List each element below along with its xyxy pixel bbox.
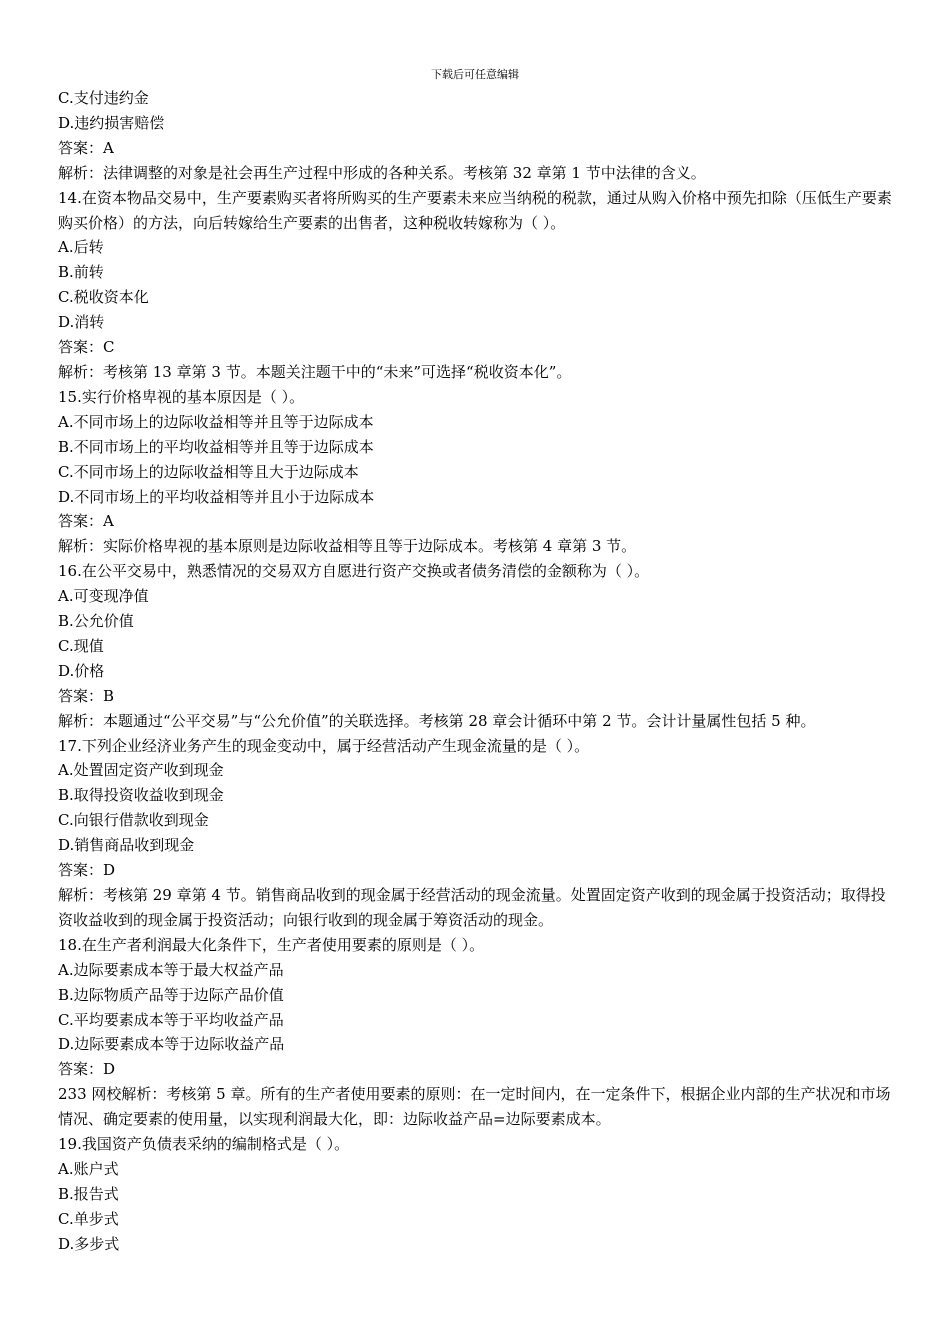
text-line: B.前转 xyxy=(58,263,104,282)
text-line: B.边际物质产品等于边际产品价值 xyxy=(58,985,284,1004)
text-line: C.单步式 xyxy=(58,1209,119,1228)
text-line: 解析：考核第 29 章第 4 节。销售商品收到的现金属于经营活动的现金流量。处置固定资产收到的现金属于投资活动；取得投资收益收到的现金属于投资活动；向银行收到的现金属于筹资活动的现金。 xyxy=(58,886,886,929)
text-line: A.边际要素成本等于最大权益产品 xyxy=(58,960,284,979)
text-line: A.后转 xyxy=(58,238,104,257)
text-line: B.公允价值 xyxy=(58,612,134,631)
text-line: D.不同市场上的平均收益相等并且小于边际成本 xyxy=(58,487,375,506)
text-line: 答案：A xyxy=(58,512,114,531)
text-line: C.不同市场上的边际收益相等且大于边际成本 xyxy=(58,462,359,481)
text-line: A.处置固定资产收到现金 xyxy=(58,761,224,780)
text-line: A.账户式 xyxy=(58,1159,119,1178)
text-line: C.现值 xyxy=(58,636,104,655)
text-line: D.违约损害赔偿 xyxy=(58,113,165,132)
text-line: D.边际要素成本等于边际收益产品 xyxy=(58,1035,285,1054)
text-line: 解析：法律调整的对象是社会再生产过程中形成的各种关系。考核第 32 章第 1 节中法律的含义。 xyxy=(58,163,706,182)
text-line: 解析：考核第 13 章第 3 节。本题关注题干中的“未来”可选择“税收资本化”。 xyxy=(58,362,572,381)
text-line: 233 网校解析：考核第 5 章。所有的生产者使用要素的原则：在一定时间内，在一定条件下，根据企业内部的生产状况和市场情况、确定要素的使用量，以实现利润最大化，即：边际收益产品=边际要素成本。 xyxy=(58,1085,891,1129)
text-line: 答案：C xyxy=(58,338,115,357)
text-line: 解析：实际价格卑视的基本原则是边际收益相等且等于边际成本。考核第 4 章第 3 节。 xyxy=(58,537,637,556)
text-line: 答案：A xyxy=(58,138,114,157)
question-16: 16.在公平交易中，熟悉情况的交易双方自愿进行资产交换或者债务清偿的金额称为（ ）。 xyxy=(58,562,650,581)
text-line: B.不同市场上的平均收益相等并且等于边际成本 xyxy=(58,437,374,456)
text-line: D.多步式 xyxy=(58,1234,120,1253)
text-line: 答案：D xyxy=(58,1060,116,1079)
document-body xyxy=(58,86,893,1257)
text-line: D.价格 xyxy=(58,661,105,680)
text-line: C.支付违约金 xyxy=(58,89,149,107)
text-line: 解析：本题通过“公平交易”与“公允价值”的关联选择。考核第 28 章会计循环中第 2 节。会计计量属性包括 5 种。 xyxy=(58,711,816,730)
text-line: C.税收资本化 xyxy=(58,288,149,307)
text-line: A.不同市场上的边际收益相等并且等于边际成本 xyxy=(58,412,374,431)
question-17: 17.下列企业经济业务产生的现金变动中，属于经营活动产生现金流量的是（ ）。 xyxy=(58,736,590,755)
question-14: 14.在资本物品交易中，生产要素购买者将所购买的生产要素未来应当纳税的税款，通过从购入价格中预先扣除（压低生产要素购买价格）的方法，向后转嫁给生产要素的出售者，这种税收转嫁称为（ ）。 xyxy=(58,188,892,232)
text-line: A.可变现净值 xyxy=(58,587,149,606)
text-line: B.报告式 xyxy=(58,1184,119,1203)
page-header: 下载后可任意编辑 xyxy=(431,68,519,81)
question-18: 18.在生产者利润最大化条件下，生产者使用要素的原则是（ ）。 xyxy=(58,935,485,954)
text-line: 答案：B xyxy=(58,686,115,705)
text-line: D.消转 xyxy=(58,313,105,332)
text-line: B.取得投资收益收到现金 xyxy=(58,786,224,805)
text-line: D.销售商品收到现金 xyxy=(58,836,195,855)
text-line: C.向银行借款收到现金 xyxy=(58,811,209,830)
question-15: 15.实行价格卑视的基本原因是（ ）。 xyxy=(58,387,305,406)
question-19: 19.我国资产负债表采纳的编制格式是（ ）。 xyxy=(58,1135,350,1154)
text-line: 答案：D xyxy=(58,861,116,880)
text-line: C.平均要素成本等于平均收益产品 xyxy=(58,1010,284,1029)
